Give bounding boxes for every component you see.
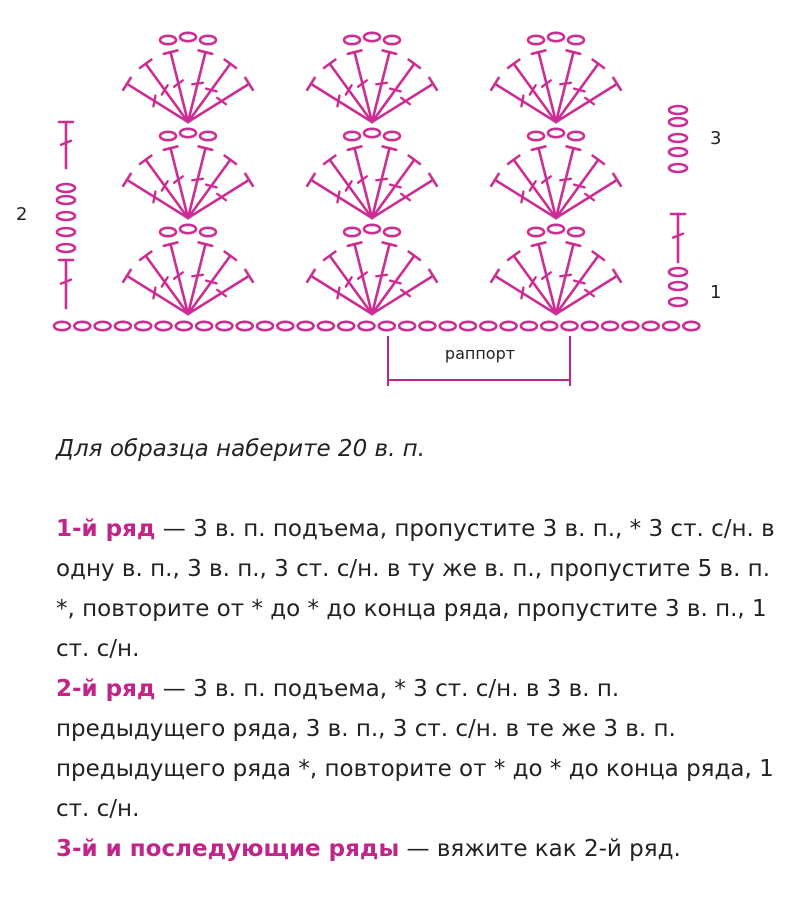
shell-double-crochet-top — [164, 146, 178, 149]
shell-double-crochet-top — [383, 50, 397, 53]
shell-double-crochet-top — [508, 252, 519, 260]
edge-chain-stitch — [669, 282, 687, 290]
row-1-text: — 3 в. п. подъема, пропустите 3 в. п., * 3 ст. с/н. в одну в. п., 3 в. п., 3 ст. с/н. в ту же в. п., пропустите 5 в. п. *, повторите от * до * до конца ряда, пропустите 3 в. п., 1 ст. с/н. — [56, 516, 775, 662]
edge-chain-stitch — [669, 118, 687, 126]
shell-double-crochet-top — [429, 78, 436, 90]
shell-double-crochet-bar — [337, 192, 339, 203]
shell-double-crochet-top — [429, 270, 436, 282]
shell-chain-stitch — [200, 228, 216, 236]
edge-chain-stitch — [669, 298, 687, 306]
shell-double-crochet-top — [245, 174, 252, 186]
shell-double-crochet-top — [532, 146, 546, 149]
shell-double-crochet-bar — [337, 288, 339, 299]
shell-double-crochet-bar — [153, 288, 155, 299]
shell-double-crochet-bar — [560, 83, 571, 84]
shell-chain-stitch — [364, 129, 380, 137]
shell-double-crochet-top — [164, 242, 178, 245]
shell-chain-stitch — [548, 33, 564, 41]
intro-text: Для образца наберите 20 в. п. — [56, 436, 426, 462]
shell-double-crochet-top — [199, 50, 213, 53]
shell-chain-stitch — [548, 225, 564, 233]
foundation-chain-stitch — [379, 322, 395, 330]
shell-double-crochet-top — [225, 156, 236, 164]
shell-double-crochet-top — [383, 242, 397, 245]
row-2-text: — 3 в. п. подъема, * 3 ст. с/н. в 3 в. п. предыдущего ряда, 3 в. п., 3 ст. с/н. в те же 3 в. п. предыдущего ряда *, повторите от * до * до конца ряда, 1 ст. с/н. — [56, 676, 774, 822]
shell-double-crochet-top — [593, 252, 604, 260]
shell-double-crochet-bar — [153, 96, 155, 107]
shell-double-crochet-top — [491, 270, 498, 282]
shell-chain-stitch — [180, 129, 196, 137]
foundation-chain-stitch — [196, 322, 212, 330]
shell-double-crochet-top — [429, 174, 436, 186]
shell-double-crochet-top — [123, 78, 130, 90]
shell-chain-stitch — [384, 132, 400, 140]
shell-chain-stitch — [344, 228, 360, 236]
shell-double-crochet-top — [225, 60, 236, 68]
foundation-chain-stitch — [359, 322, 375, 330]
shell-double-crochet-top — [140, 252, 151, 260]
shell-double-crochet-top — [348, 50, 362, 53]
shell-double-crochet-top — [307, 174, 314, 186]
shell-chain-stitch — [344, 36, 360, 44]
shell-chain-stitch — [364, 33, 380, 41]
shell-chain-stitch — [200, 36, 216, 44]
shell-double-crochet-top — [409, 60, 420, 68]
shell-double-crochet-top — [593, 60, 604, 68]
shell-double-crochet-bar — [192, 179, 203, 180]
shell-chain-stitch — [364, 225, 380, 233]
foundation-chain-stitch — [74, 322, 90, 330]
shell-double-crochet-top — [567, 242, 581, 245]
row-number-1-label: 1 — [710, 282, 722, 303]
shell-double-crochet-top — [324, 60, 335, 68]
shell-chain-stitch — [200, 132, 216, 140]
shell-chain-stitch — [344, 132, 360, 140]
foundation-chain-stitch — [643, 322, 659, 330]
foundation-chain-stitch — [54, 322, 70, 330]
shell-double-crochet-top — [123, 174, 130, 186]
shell-double-crochet-bar — [192, 275, 203, 276]
shell-double-crochet-bar — [560, 179, 571, 180]
foundation-chain-stitch — [318, 322, 334, 330]
shell-double-crochet-bar — [376, 83, 387, 84]
row-1-title: 1-й ряд — [56, 516, 156, 542]
shell-double-crochet-bar — [376, 179, 387, 180]
shell-double-crochet-top — [245, 78, 252, 90]
edge-chain-stitch — [57, 212, 75, 220]
shell-double-crochet-top — [567, 50, 581, 53]
shell-chain-stitch — [180, 225, 196, 233]
shell-chain-stitch — [160, 36, 176, 44]
foundation-chain-stitch — [602, 322, 618, 330]
foundation-chain-stitch — [277, 322, 293, 330]
row-number-2-label: 2 — [16, 204, 28, 225]
shell-double-crochet-top — [383, 146, 397, 149]
shell-chain-stitch — [180, 33, 196, 41]
edge-chain-stitch — [57, 184, 75, 192]
edge-chain-stitch — [57, 244, 75, 252]
foundation-chain-stitch — [501, 322, 517, 330]
edge-chain-stitch — [57, 228, 75, 236]
shell-double-crochet-bar — [574, 281, 584, 284]
shell-double-crochet-top — [491, 174, 498, 186]
foundation-chain-stitch — [216, 322, 232, 330]
shell-double-crochet-top — [348, 242, 362, 245]
row-3-instruction — [56, 829, 776, 869]
foundation-chain-stitch — [582, 322, 598, 330]
crochet-chart — [0, 0, 800, 400]
shell-chain-stitch — [160, 132, 176, 140]
shell-chain-stitch — [160, 228, 176, 236]
shell-double-crochet-top — [613, 270, 620, 282]
foundation-chain-stitch — [562, 322, 578, 330]
shell-double-crochet-top — [324, 156, 335, 164]
foundation-chain-stitch — [399, 322, 415, 330]
shell-double-crochet-top — [409, 156, 420, 164]
shell-chain-stitch — [528, 228, 544, 236]
shell-double-crochet-top — [140, 156, 151, 164]
shell-double-crochet-bar — [206, 281, 216, 284]
foundation-chain-stitch — [440, 322, 456, 330]
foundation-chain-stitch — [663, 322, 679, 330]
shell-double-crochet-top — [123, 270, 130, 282]
edge-chain-stitch — [669, 134, 687, 142]
shell-double-crochet-top — [245, 270, 252, 282]
foundation-chain-stitch — [419, 322, 435, 330]
shell-double-crochet-top — [508, 60, 519, 68]
foundation-chain-stitch — [156, 322, 172, 330]
shell-double-crochet-top — [508, 156, 519, 164]
shell-double-crochet-bar — [574, 89, 584, 92]
shell-chain-stitch — [568, 228, 584, 236]
shell-double-crochet-top — [199, 146, 213, 149]
shell-double-crochet-top — [409, 252, 420, 260]
row-3-title: 3-й и последующие ряды — [56, 836, 400, 862]
edge-chain-stitch — [669, 164, 687, 172]
shell-double-crochet-bar — [390, 89, 400, 92]
shell-double-crochet-bar — [574, 185, 584, 188]
edge-chain-stitch — [57, 196, 75, 204]
edge-chain-stitch — [669, 268, 687, 276]
shell-double-crochet-top — [567, 146, 581, 149]
foundation-chain-stitch — [298, 322, 314, 330]
shell-double-crochet-top — [307, 78, 314, 90]
row-2-instruction — [56, 669, 776, 829]
foundation-chain-stitch — [237, 322, 253, 330]
shell-double-crochet-top — [307, 270, 314, 282]
shell-double-crochet-top — [613, 78, 620, 90]
shell-chain-stitch — [384, 228, 400, 236]
shell-double-crochet-bar — [153, 192, 155, 203]
shell-double-crochet-bar — [376, 275, 387, 276]
shell-double-crochet-bar — [192, 83, 203, 84]
shell-double-crochet-top — [164, 50, 178, 53]
shell-double-crochet-top — [491, 78, 498, 90]
shell-double-crochet-top — [225, 252, 236, 260]
shell-double-crochet-bar — [521, 192, 523, 203]
shell-double-crochet-top — [532, 242, 546, 245]
shell-chain-stitch — [568, 36, 584, 44]
shell-double-crochet-bar — [521, 288, 523, 299]
shell-double-crochet-top — [324, 252, 335, 260]
row-1-instruction — [56, 509, 776, 669]
foundation-chain-stitch — [521, 322, 537, 330]
shell-double-crochet-top — [140, 60, 151, 68]
row-2-title: 2-й ряд — [56, 676, 156, 702]
shell-chain-stitch — [548, 129, 564, 137]
shell-double-crochet-bar — [337, 96, 339, 107]
foundation-chain-stitch — [480, 322, 496, 330]
shell-chain-stitch — [528, 132, 544, 140]
shell-double-crochet-bar — [521, 96, 523, 107]
foundation-chain-stitch — [257, 322, 273, 330]
shell-double-crochet-top — [199, 242, 213, 245]
foundation-chain-stitch — [176, 322, 192, 330]
shell-chain-stitch — [568, 132, 584, 140]
chart-stitches — [54, 33, 699, 330]
foundation-chain-stitch — [95, 322, 111, 330]
edge-chain-stitch — [669, 148, 687, 156]
shell-double-crochet-top — [593, 156, 604, 164]
shell-double-crochet-bar — [390, 281, 400, 284]
shell-double-crochet-top — [348, 146, 362, 149]
row-number-3-label: 3 — [710, 128, 722, 149]
shell-double-crochet-top — [532, 50, 546, 53]
shell-double-crochet-bar — [560, 275, 571, 276]
row-3-text: — вяжите как 2-й ряд. — [399, 836, 681, 862]
foundation-chain-stitch — [460, 322, 476, 330]
repeat-label: раппорт — [444, 344, 516, 363]
instructions — [56, 509, 776, 869]
foundation-chain-stitch — [115, 322, 131, 330]
foundation-chain-stitch — [541, 322, 557, 330]
shell-double-crochet-bar — [390, 185, 400, 188]
foundation-chain-stitch — [683, 322, 699, 330]
shell-double-crochet-bar — [206, 89, 216, 92]
foundation-chain-stitch — [622, 322, 638, 330]
shell-double-crochet-bar — [206, 185, 216, 188]
shell-chain-stitch — [528, 36, 544, 44]
foundation-chain-stitch — [135, 322, 151, 330]
foundation-chain-stitch — [338, 322, 354, 330]
shell-chain-stitch — [384, 36, 400, 44]
shell-double-crochet-top — [613, 174, 620, 186]
edge-chain-stitch — [669, 106, 687, 114]
